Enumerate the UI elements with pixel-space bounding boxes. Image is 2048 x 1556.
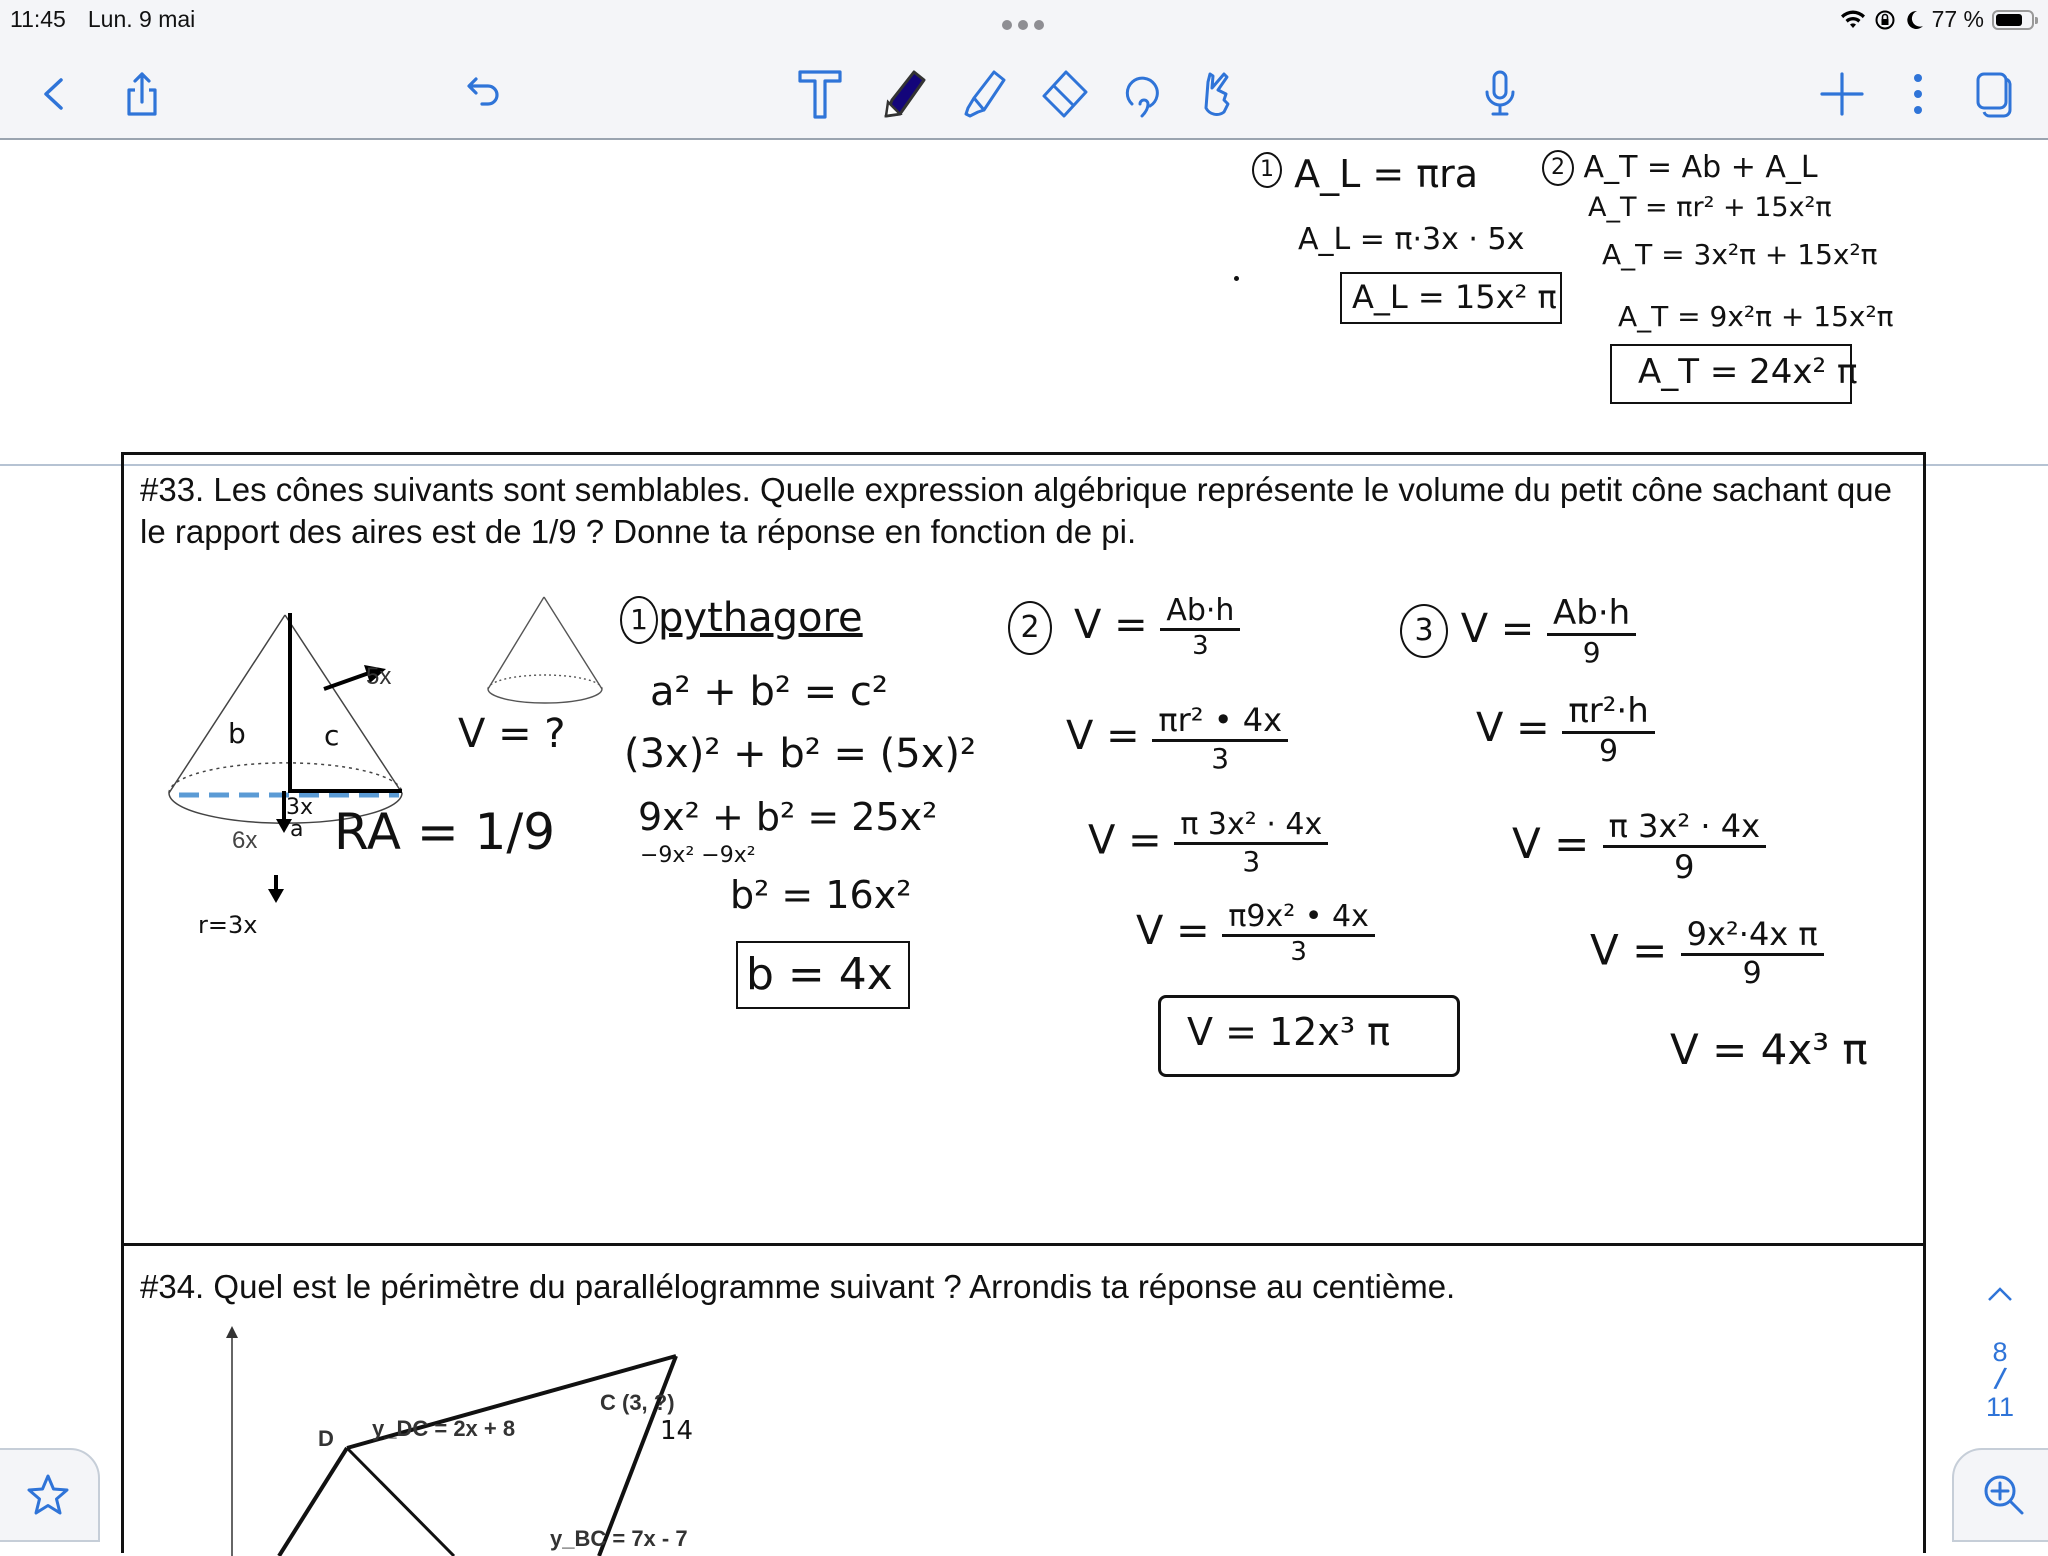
back-chevron-icon (28, 68, 80, 120)
undo-button[interactable] (454, 62, 510, 126)
status-left (10, 6, 217, 33)
text-tool-button[interactable] (792, 62, 848, 126)
add-icon (1816, 68, 1868, 120)
question-33-text: #33. Les cônes suivants sont semblables. Quelle expression algébrique représente le volume du petit cône sachant que le rapport des aires est de 1/9 ? Donne ta réponse en fonction de pi. (140, 471, 1892, 550)
lasso-tool-button[interactable] (1116, 62, 1172, 126)
line-bc-equation: y_BC = 7x - 7 (550, 1526, 688, 1551)
step1-line: (3x)² + b² = (5x)² (624, 731, 977, 777)
a-label: a (290, 817, 304, 842)
pen-tool-icon (878, 68, 930, 120)
status-right (1840, 6, 2034, 33)
clock: 11:45 (10, 6, 66, 32)
note-step2-line: A_T = 9x²π + 15x²π (1618, 300, 1894, 333)
step2-label: 2 (1008, 601, 1052, 655)
battery-percent: 77 % (1931, 6, 1984, 32)
cones-figure (154, 585, 654, 935)
step1-line: −9x² −9x² (640, 843, 756, 868)
share-button[interactable] (114, 62, 170, 126)
step1-answer-box: b = 4x (736, 941, 910, 1009)
microphone-icon (1474, 68, 1526, 120)
slant-c-label: c (324, 719, 340, 752)
step1-line: b² = 16x² (730, 873, 912, 917)
highlighter-tool-icon (958, 68, 1010, 120)
battery-icon (1992, 10, 2034, 30)
do-not-disturb-moon-icon (1904, 9, 1924, 31)
step2-line: V = $\frac{Ab\cdot h}{3}$ (1074, 593, 1240, 661)
document-page[interactable] (0, 140, 2048, 1551)
note-step2-title: 2 A_T = Ab + A_L (1542, 150, 1818, 186)
undo-icon (456, 68, 508, 120)
pen-tool-button[interactable] (876, 62, 932, 126)
step3-line: V = $\frac{\text{π 3x² · 4x}}{9}$ (1512, 807, 1766, 886)
total-pages: 11 (1985, 1392, 2015, 1422)
date: Lun. 9 mai (87, 6, 196, 32)
step3-answer: V = 4x³ π (1670, 1025, 1868, 1074)
question-34-box (121, 1243, 1926, 1553)
pages-icon (1968, 68, 2020, 120)
step1-line: 9x² + b² = 25x² (638, 795, 938, 839)
step3-line: V = $\frac{\text{9x²·4x π}}{9}$ (1590, 915, 1824, 991)
c-y-note: 14 (660, 1416, 694, 1446)
zoom-button[interactable] (1952, 1448, 2048, 1542)
line-dc-equation: y_DC = 2x + 8 (372, 1416, 516, 1441)
page-separator-slash: / (1992, 1362, 2008, 1397)
more-vertical-icon (1892, 68, 1944, 120)
ratio-note: RA = 1/9 (334, 803, 556, 861)
step1-line: a² + b² = c² (650, 669, 888, 715)
microphone-button[interactable] (1472, 62, 1528, 126)
hand-touch-tool-icon (1196, 68, 1248, 120)
star-icon (24, 1471, 72, 1519)
point-d-label: D (318, 1426, 334, 1451)
small-cone-volume-note: V = ? (458, 711, 566, 757)
orientation-lock-icon (1874, 9, 1896, 31)
step3-line: V = $\frac{\text{πr²·h}}{9}$ (1476, 691, 1655, 769)
slant-height-label: 5x (366, 663, 392, 690)
multitasking-dots[interactable] (1002, 20, 1044, 30)
lasso-tool-icon (1118, 68, 1170, 120)
more-button[interactable] (1890, 62, 1946, 126)
add-button[interactable] (1814, 62, 1870, 126)
note-step2-line: A_T = 3x²π + 15x²π (1602, 238, 1878, 271)
wifi-icon (1840, 10, 1866, 30)
question-34-text: #34. Quel est le périmètre du parallélogramme suivant ? Arrondis ta réponse au centième. (140, 1268, 1456, 1305)
page-up-icon[interactable] (1985, 1284, 2015, 1304)
diameter-label: 6x (232, 827, 258, 854)
note-step1-answer-box: A_L = 15x² π (1340, 272, 1562, 324)
pages-button[interactable] (1966, 62, 2022, 126)
eraser-tool-icon (1038, 68, 1090, 120)
point-c-label: C (3, ?) (600, 1390, 675, 1415)
share-icon (116, 68, 168, 120)
radius-note: r=3x (198, 911, 258, 939)
note-step2-line: A_T = πr² + 15x²π (1588, 192, 1832, 223)
step1-title: 1 pythagore (620, 595, 863, 644)
stray-dot (1234, 276, 1239, 281)
touch-tool-button[interactable] (1194, 62, 1250, 126)
current-page: 8 (1992, 1337, 2008, 1367)
highlighter-tool-button[interactable] (956, 62, 1012, 126)
step2-line: V = $\frac{\text{π9x² • 4x}}{3}$ (1136, 899, 1375, 967)
note-step1-line: A_L = π·3x · 5x (1298, 222, 1525, 257)
step2-line: V = $\frac{\text{π 3x² · 4x}}{3}$ (1088, 807, 1328, 878)
step3-line: 3 V = $\frac{Ab\cdot h}{9}$ (1400, 593, 1636, 669)
zoom-in-icon (1980, 1471, 2028, 1519)
question-33-box (121, 452, 1926, 1246)
small-cone (488, 597, 602, 703)
eraser-tool-button[interactable] (1036, 62, 1092, 126)
text-tool-icon (794, 68, 846, 120)
back-button[interactable] (26, 62, 82, 126)
note-step1-title: 1 A_L = πra (1252, 152, 1478, 196)
half-base-label: 3x (286, 795, 314, 820)
top-bar (0, 0, 2048, 140)
note-step2-answer-box: A_T = 24x² π (1610, 344, 1852, 404)
step2-answer-box: V = 12x³ π (1158, 995, 1460, 1077)
favorite-button[interactable] (0, 1448, 100, 1542)
height-b-label: b (228, 717, 246, 750)
step2-line: V = $\frac{\text{πr² • 4x}}{3}$ (1066, 701, 1288, 775)
